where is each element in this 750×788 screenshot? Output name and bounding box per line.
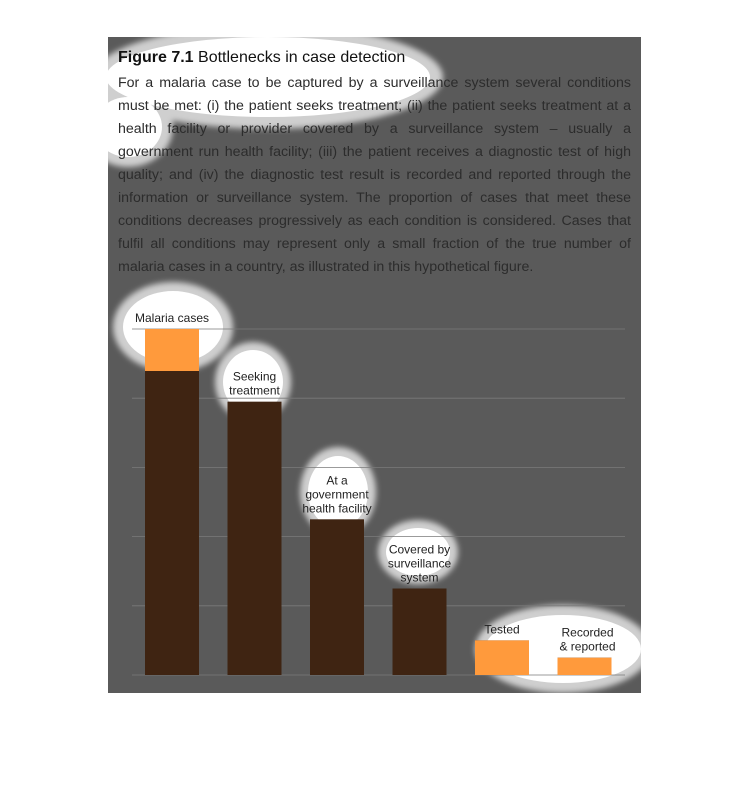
category-label-2-2: health facility bbox=[302, 501, 372, 516]
category-label-3-1: surveillance bbox=[387, 556, 452, 571]
category-label-3-0: Covered by bbox=[388, 542, 451, 557]
category-label-5-1: & reported bbox=[559, 639, 616, 654]
bar-0 bbox=[145, 329, 199, 675]
bar-chart bbox=[108, 37, 641, 693]
category-label-4-0: Tested bbox=[484, 622, 520, 637]
category-label-3-2: system bbox=[400, 570, 439, 585]
figure-title-text: Bottlenecks in case detection bbox=[198, 49, 406, 66]
bar-highlight-5 bbox=[558, 658, 612, 675]
figure-panel bbox=[108, 37, 641, 693]
category-label-1-1: treatment bbox=[229, 383, 280, 398]
bar-highlight-0 bbox=[145, 329, 199, 371]
category-label-5-0: Recorded bbox=[561, 625, 614, 640]
figure-number: Figure 7.1 bbox=[118, 49, 194, 66]
bar-1 bbox=[228, 402, 282, 675]
figure-caption: For a malaria case to be captured by a surveillance system several conditions must be met: (i) the patient seeks treatment; (ii) the patient seeks treatment at a health facility or provider covered by a surveillance system – usually a government run health facility; (iii) the patient receives a diagnostic test of high quality; and (iv) the diagnostic test result is recorded and reported through the information or surveillance system. The proportion of cases that meet these conditions decreases progressively as each condition is considered. Cases that fulfil all conditions may represent only a small fraction of the true number of malaria cases in a country, as illustrated in this hypothetical figure. bbox=[118, 75, 631, 275]
category-label-1-0: Seeking bbox=[232, 369, 277, 384]
bar-3 bbox=[393, 589, 447, 676]
category-label-2-0: At a bbox=[326, 473, 348, 488]
category-label-0-0: Malaria cases bbox=[134, 311, 210, 325]
category-label-2-1: government bbox=[305, 487, 369, 502]
bar-2 bbox=[310, 519, 364, 675]
bar-highlight-4 bbox=[475, 640, 529, 675]
